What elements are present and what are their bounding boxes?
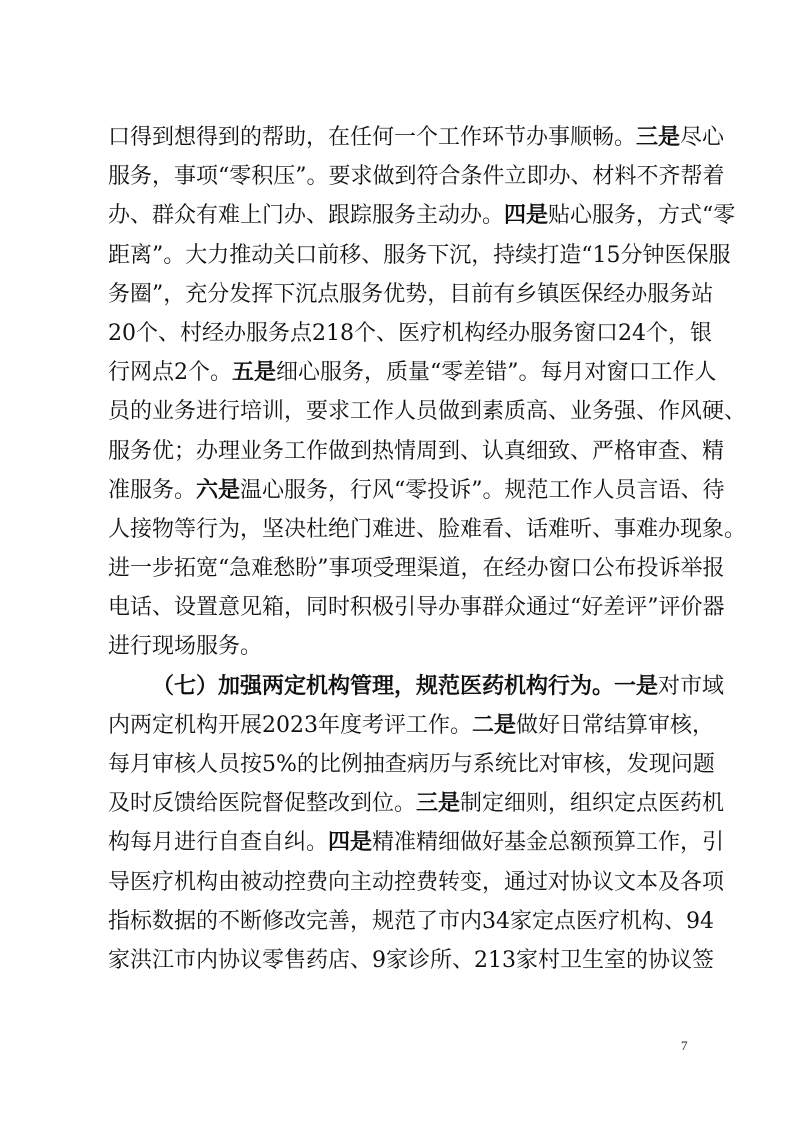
page-number: 7 <box>681 1038 688 1053</box>
text-line-22: 家洪江市内协议零售药店、9家诊所、213家村卫生室的协议签 <box>108 947 714 973</box>
text-line-10: 准服务。六是温心服务，行风“零投诉”。规范工作人员言语、待 <box>108 476 725 503</box>
text-line-21: 指标数据的不断修改完善，规范了市内34家定点医疗机构、94 <box>108 908 714 934</box>
text-line-4: 距离”。大力推动关口前移、服务下沉，持续打造“15分钟医保服 <box>108 242 731 268</box>
text-line-9: 服务优；办理业务工作做到热情周到、认真细致、严格审查、精 <box>108 438 725 464</box>
text-line-19: 构每月进行自查自纠。四是精准精细做好基金总额预算工作，引 <box>108 829 725 856</box>
section-heading: （七）加强两定机构管理，规范医药机构行为。 <box>152 672 615 699</box>
text-line-20: 导医疗机构由被动控费向主动控费转变，通过对协议文本及各项 <box>108 869 725 895</box>
section-heading-line: （七）加强两定机构管理，规范医药机构行为。一是对市域 <box>152 672 725 699</box>
text-line-13: 电话、设置意见箱，同时积极引导办事群众通过“好差评”评价器 <box>108 595 725 621</box>
text-line-18: 及时反馈给医院督促整改到位。三是制定细则，组织定点医药机 <box>108 790 725 817</box>
text-line-2: 服务，事项“零积压”。要求做到符合条件立即办、材料不齐帮着 <box>108 164 725 190</box>
text-line-6: 20个、村经办服务点218个、医疗机构经办服务窗口24个，银 <box>108 320 712 346</box>
text-line-5: 务圈”，充分发挥下沉点服务优势，目前有乡镇医保经办服务站 <box>108 281 714 307</box>
text-line-14: 进行现场服务。 <box>108 634 263 660</box>
text-line-11: 人接物等行为，坚决杜绝门难进、脸难看、话难听、事难办现象。 <box>108 516 747 542</box>
text-line-17: 每月审核人员按5%的比例抽查病历与系统比对审核，发现问题 <box>108 752 715 777</box>
text-line-8: 员的业务进行培训，要求工作人员做到素质高、业务强、作风硬、 <box>108 399 747 425</box>
text-line-3: 办、群众有难上门办、跟踪服务主动办。四是贴心服务，方式“零 <box>108 202 736 229</box>
text-line-7: 行网点2个。五是细心服务，质量“零差错”。每月对窗口工作人 <box>108 359 717 386</box>
text-line-16: 内两定机构开展2023年度考评工作。二是做好日常结算审核， <box>108 711 715 738</box>
text-line-12: 进一步拓宽“急难愁盼”事项受理渠道，在经办窗口公布投诉举报 <box>108 556 725 582</box>
document-body <box>108 118 747 980</box>
text-line-1: 口得到想得到的帮助，在任何一个工作环节办事顺畅。三是尽心 <box>108 124 725 150</box>
